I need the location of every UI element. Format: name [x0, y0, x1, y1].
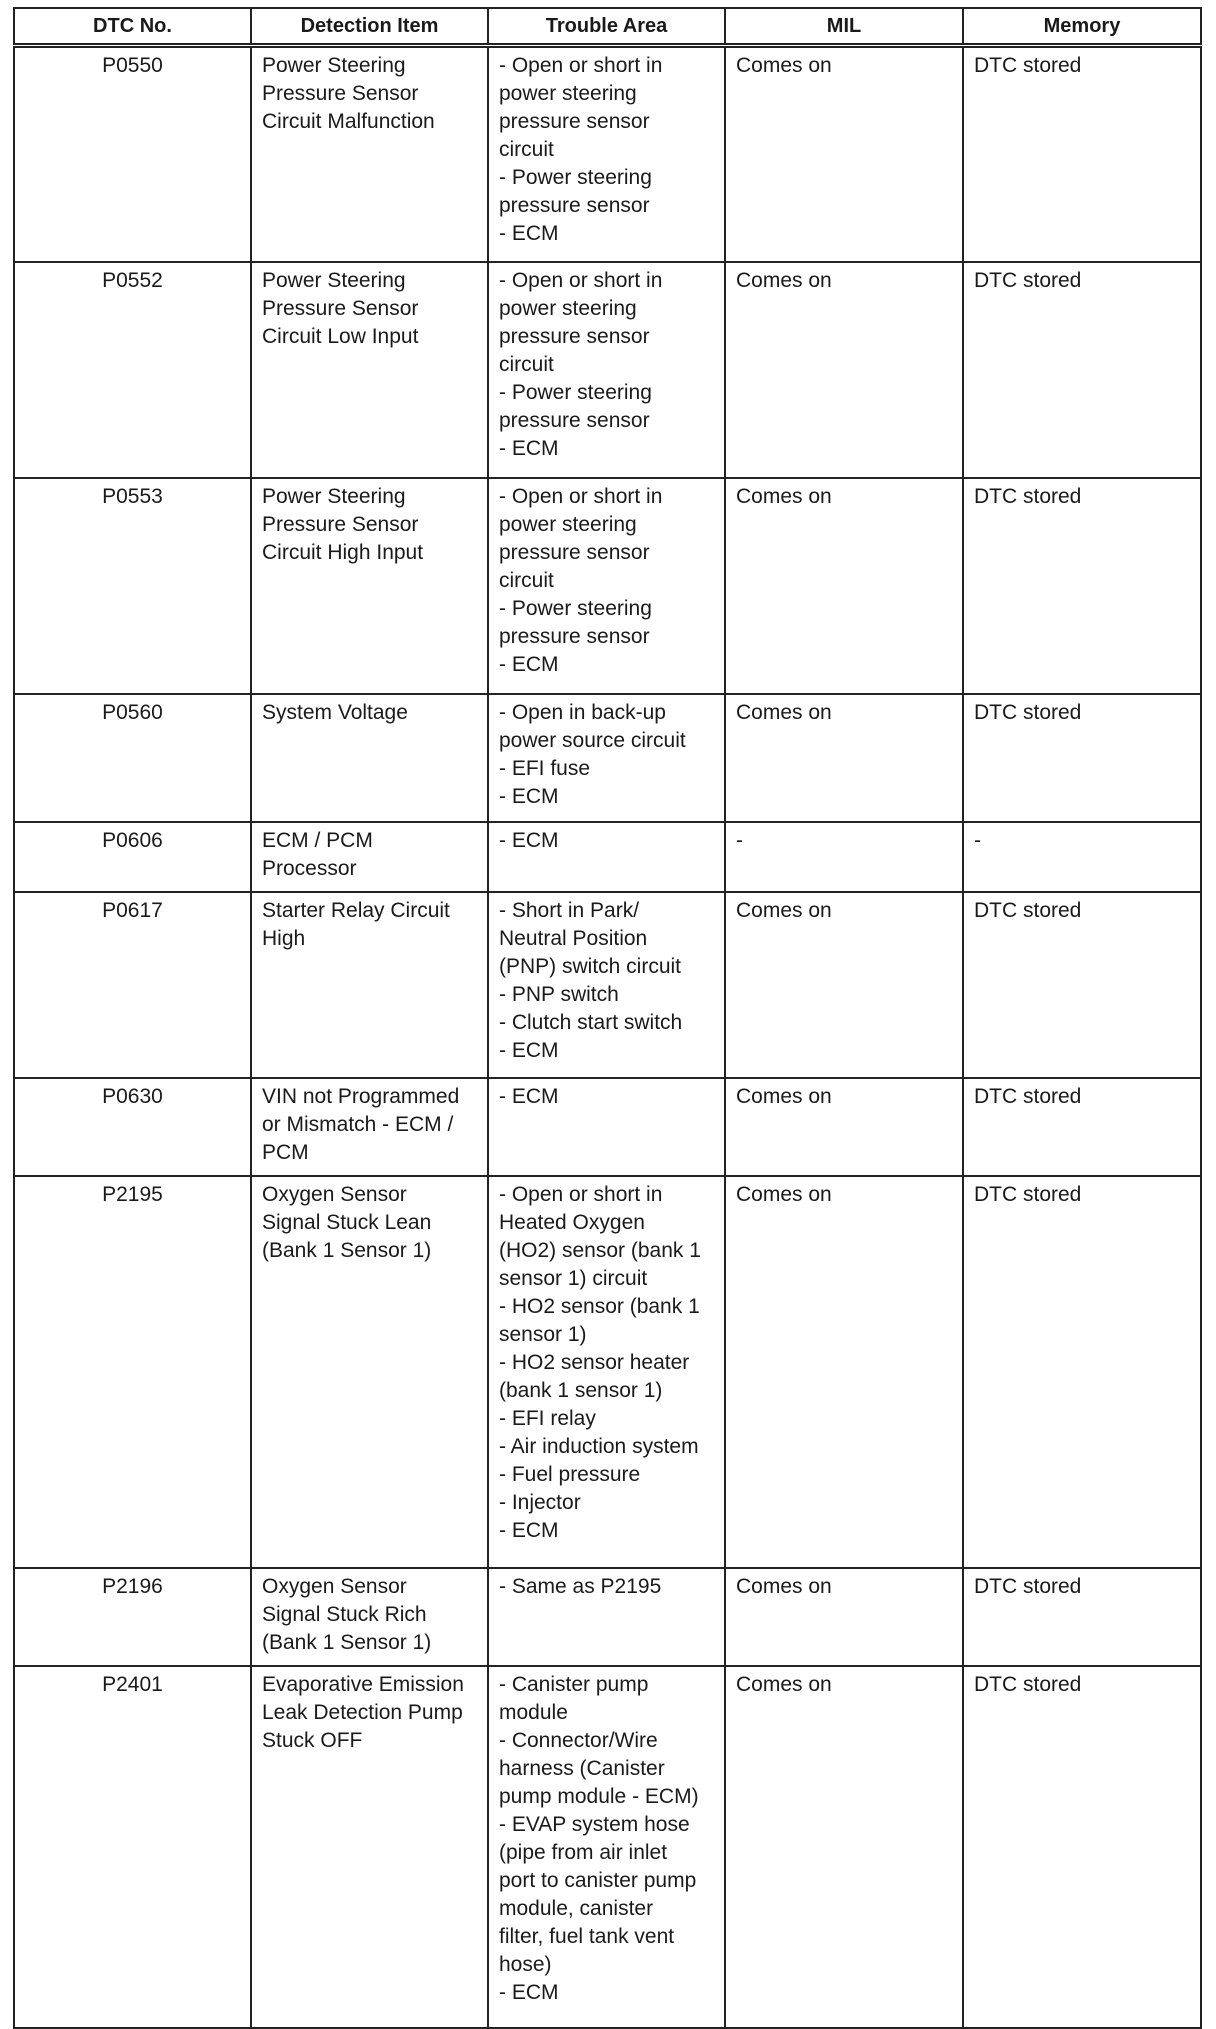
trouble-area-line: - Short in Park/ — [499, 898, 640, 922]
trouble-area-line: harness (Canister — [499, 1756, 665, 1780]
mil-cell — [725, 892, 963, 1078]
detection-item-line: Oxygen Sensor — [262, 1574, 407, 1598]
detection-item-line: Circuit Malfunction — [262, 110, 435, 133]
mil-cell — [725, 1176, 963, 1568]
trouble-area-line: circuit — [499, 352, 554, 376]
memory-status: DTC stored — [974, 54, 1082, 77]
table-row — [14, 46, 1201, 262]
memory-status: DTC stored — [974, 1084, 1082, 1108]
trouble-area-line: - Power steering — [499, 380, 652, 404]
trouble-area-cell — [488, 46, 725, 262]
trouble-area-line: - HO2 sensor heater — [499, 1350, 690, 1374]
dtc-code: P0553 — [102, 484, 163, 508]
trouble-area-line: power steering — [499, 296, 637, 320]
detection-item-line: Pressure Sensor — [262, 82, 419, 105]
dtc-code-cell — [14, 892, 251, 1078]
memory-cell — [963, 262, 1201, 478]
trouble-area-line: - Clutch start switch — [499, 1010, 683, 1034]
detection-item-line: Signal Stuck Lean — [262, 1210, 432, 1234]
detection-item-line: Power Steering — [262, 54, 406, 77]
table-row — [14, 1568, 1201, 1666]
trouble-area-line: pressure sensor — [499, 324, 650, 348]
mil-status: Comes on — [736, 484, 832, 508]
mil-cell — [725, 478, 963, 694]
trouble-area-line: - EFI fuse — [499, 756, 591, 780]
memory-cell — [963, 1666, 1201, 2028]
detection-item-cell — [251, 262, 488, 478]
trouble-area-cell — [488, 478, 725, 694]
detection-item-line: PCM — [262, 1140, 309, 1164]
detection-item-line: Signal Stuck Rich — [262, 1602, 427, 1626]
trouble-area-cell — [488, 822, 725, 892]
dtc-code: P0560 — [102, 700, 163, 724]
dtc-code-cell — [14, 478, 251, 694]
trouble-area-line: (pipe from air inlet — [499, 1840, 668, 1864]
trouble-area-line: - PNP switch — [499, 982, 619, 1006]
header-detection-item: Detection Item — [251, 8, 488, 46]
detection-item-line: Power Steering — [262, 268, 406, 292]
trouble-area-line: - Power steering — [499, 166, 652, 189]
dtc-code-cell — [14, 1666, 251, 2028]
trouble-area-line: - ECM — [499, 652, 559, 676]
trouble-area-line: - ECM — [499, 828, 559, 852]
detection-item-line: System Voltage — [262, 700, 408, 724]
trouble-area-line: - ECM — [499, 1980, 559, 2004]
trouble-area-cell — [488, 1176, 725, 1568]
trouble-area-cell — [488, 694, 725, 822]
detection-item-line: ECM / PCM — [262, 828, 373, 852]
mil-status: Comes on — [736, 1084, 832, 1108]
header-dtc-no: DTC No. — [14, 8, 251, 46]
dtc-code: P0606 — [102, 828, 163, 852]
memory-status: DTC stored — [974, 700, 1082, 724]
detection-item-cell — [251, 1666, 488, 2028]
mil-status: - — [736, 828, 743, 852]
trouble-area-line: - ECM — [499, 1518, 559, 1542]
memory-cell — [963, 46, 1201, 262]
trouble-area-line: - Open or short in — [499, 54, 663, 77]
trouble-area-line: circuit — [499, 138, 554, 161]
trouble-area-line: - EFI relay — [499, 1406, 596, 1430]
trouble-area-cell — [488, 1666, 725, 2028]
dtc-code-cell — [14, 262, 251, 478]
mil-cell — [725, 1666, 963, 2028]
detection-item-cell — [251, 478, 488, 694]
trouble-area-line: - Power steering — [499, 596, 652, 620]
trouble-area-line: - Open or short in — [499, 268, 663, 292]
mil-status: Comes on — [736, 700, 832, 724]
dtc-code: P2196 — [102, 1574, 163, 1598]
mil-cell — [725, 46, 963, 262]
table-row — [14, 262, 1201, 478]
trouble-area-line: module — [499, 1700, 568, 1724]
trouble-area-line: - EVAP system hose — [499, 1812, 690, 1836]
trouble-area-line: pressure sensor — [499, 408, 650, 432]
trouble-area-line: - Injector — [499, 1490, 581, 1514]
memory-cell — [963, 694, 1201, 822]
table-body — [14, 46, 1201, 2028]
memory-status: DTC stored — [974, 268, 1082, 292]
trouble-area-line: Neutral Position — [499, 926, 648, 950]
detection-item-cell — [251, 1568, 488, 1666]
trouble-area-cell — [488, 262, 725, 478]
mil-cell — [725, 822, 963, 892]
dtc-code-cell — [14, 1078, 251, 1176]
trouble-area-cell — [488, 892, 725, 1078]
detection-item-line: (Bank 1 Sensor 1) — [262, 1630, 432, 1654]
trouble-area-line: power source circuit — [499, 728, 686, 752]
trouble-area-cell — [488, 1078, 725, 1176]
header-mil: MIL — [725, 8, 963, 46]
table-row — [14, 1078, 1201, 1176]
dtc-code: P0550 — [102, 54, 163, 77]
table-row — [14, 478, 1201, 694]
memory-cell — [963, 478, 1201, 694]
trouble-area-cell — [488, 1568, 725, 1666]
trouble-area-line: pressure sensor — [499, 110, 650, 133]
trouble-area-line: - Air induction system — [499, 1434, 699, 1458]
dtc-code: P2401 — [102, 1672, 163, 1696]
trouble-area-line: - HO2 sensor (bank 1 — [499, 1294, 700, 1318]
memory-status: DTC stored — [974, 898, 1082, 922]
memory-cell — [963, 1176, 1201, 1568]
memory-status: DTC stored — [974, 484, 1082, 508]
trouble-area-line: - Fuel pressure — [499, 1462, 641, 1486]
mil-status: Comes on — [736, 54, 832, 77]
trouble-area-line: - Open or short in — [499, 1182, 663, 1206]
table-row — [14, 1666, 1201, 2028]
dtc-code-cell — [14, 46, 251, 262]
trouble-area-line: circuit — [499, 568, 554, 592]
detection-item-line: Oxygen Sensor — [262, 1182, 407, 1206]
mil-status: Comes on — [736, 1182, 832, 1206]
memory-status: DTC stored — [974, 1574, 1082, 1598]
table-header — [14, 8, 1201, 46]
trouble-area-line: - Connector/Wire — [499, 1728, 658, 1752]
mil-cell — [725, 1568, 963, 1666]
memory-status: DTC stored — [974, 1182, 1082, 1206]
mil-status: Comes on — [736, 268, 832, 292]
trouble-area-line: - Same as P2195 — [499, 1574, 662, 1598]
memory-cell — [963, 822, 1201, 892]
trouble-area-line: - ECM — [499, 1038, 559, 1062]
detection-item-line: Starter Relay Circuit — [262, 898, 450, 922]
trouble-area-line: - Canister pump — [499, 1672, 649, 1696]
dtc-code-cell — [14, 694, 251, 822]
trouble-area-line: sensor 1) — [499, 1322, 587, 1346]
detection-item-line: Circuit Low Input — [262, 324, 419, 348]
mil-status: Comes on — [736, 898, 832, 922]
detection-item-cell — [251, 46, 488, 262]
memory-status: - — [974, 828, 981, 852]
detection-item-cell — [251, 822, 488, 892]
detection-item-line: (Bank 1 Sensor 1) — [262, 1238, 432, 1262]
memory-status: DTC stored — [974, 1672, 1082, 1696]
trouble-area-line: power steering — [499, 512, 637, 536]
detection-item-line: Stuck OFF — [262, 1728, 363, 1752]
trouble-area-line: pressure sensor — [499, 624, 650, 648]
detection-item-line: Leak Detection Pump — [262, 1700, 463, 1724]
trouble-area-line: pressure sensor — [499, 540, 650, 564]
dtc-code-cell — [14, 1568, 251, 1666]
detection-item-cell — [251, 1078, 488, 1176]
header-memory: Memory — [963, 8, 1201, 46]
trouble-area-line: port to canister pump — [499, 1868, 697, 1892]
memory-cell — [963, 1568, 1201, 1666]
detection-item-line: VIN not Programmed — [262, 1084, 460, 1108]
memory-cell — [963, 1078, 1201, 1176]
detection-item-line: Pressure Sensor — [262, 296, 419, 320]
mil-cell — [725, 1078, 963, 1176]
trouble-area-line: - Open in back-up — [499, 700, 666, 724]
trouble-area-line: pump module - ECM) — [499, 1784, 699, 1808]
header-trouble-area: Trouble Area — [488, 8, 725, 46]
detection-item-line: Pressure Sensor — [262, 512, 419, 536]
trouble-area-line: sensor 1) circuit — [499, 1266, 648, 1290]
detection-item-line: Power Steering — [262, 484, 406, 508]
table-row — [14, 892, 1201, 1078]
dtc-code-cell — [14, 822, 251, 892]
trouble-area-line: - ECM — [499, 1084, 559, 1108]
trouble-area-line: - Open or short in — [499, 484, 663, 508]
dtc-code-cell — [14, 1176, 251, 1568]
table-row — [14, 1176, 1201, 1568]
mil-status: Comes on — [736, 1574, 832, 1598]
trouble-area-line: Heated Oxygen — [499, 1210, 645, 1234]
trouble-area-line: (PNP) switch circuit — [499, 954, 682, 978]
trouble-area-line: - ECM — [499, 784, 559, 808]
mil-status: Comes on — [736, 1672, 832, 1696]
dtc-code: P0630 — [102, 1084, 163, 1108]
table-row — [14, 822, 1201, 892]
dtc-table — [13, 7, 1202, 2029]
detection-item-line: High — [262, 926, 306, 950]
detection-item-cell — [251, 1176, 488, 1568]
trouble-area-line: power steering — [499, 82, 637, 105]
mil-cell — [725, 262, 963, 478]
trouble-area-line: (HO2) sensor (bank 1 — [499, 1238, 701, 1262]
mil-cell — [725, 694, 963, 822]
dtc-code: P0617 — [102, 898, 163, 922]
dtc-code: P2195 — [102, 1182, 163, 1206]
dtc-code: P0552 — [102, 268, 163, 292]
detection-item-cell — [251, 694, 488, 822]
detection-item-line: Processor — [262, 856, 357, 880]
detection-item-line: or Mismatch - ECM / — [262, 1112, 454, 1136]
trouble-area-line: filter, fuel tank vent — [499, 1924, 675, 1948]
trouble-area-line: - ECM — [499, 222, 559, 245]
detection-item-line: Circuit High Input — [262, 540, 424, 564]
trouble-area-line: (bank 1 sensor 1) — [499, 1378, 663, 1402]
trouble-area-line: module, canister — [499, 1896, 654, 1920]
table-row — [14, 694, 1201, 822]
header-row — [14, 8, 1201, 46]
memory-cell — [963, 892, 1201, 1078]
trouble-area-line: hose) — [499, 1952, 552, 1976]
trouble-area-line: pressure sensor — [499, 194, 650, 217]
trouble-area-line: - ECM — [499, 436, 559, 460]
detection-item-cell — [251, 892, 488, 1078]
detection-item-line: Evaporative Emission — [262, 1672, 464, 1696]
